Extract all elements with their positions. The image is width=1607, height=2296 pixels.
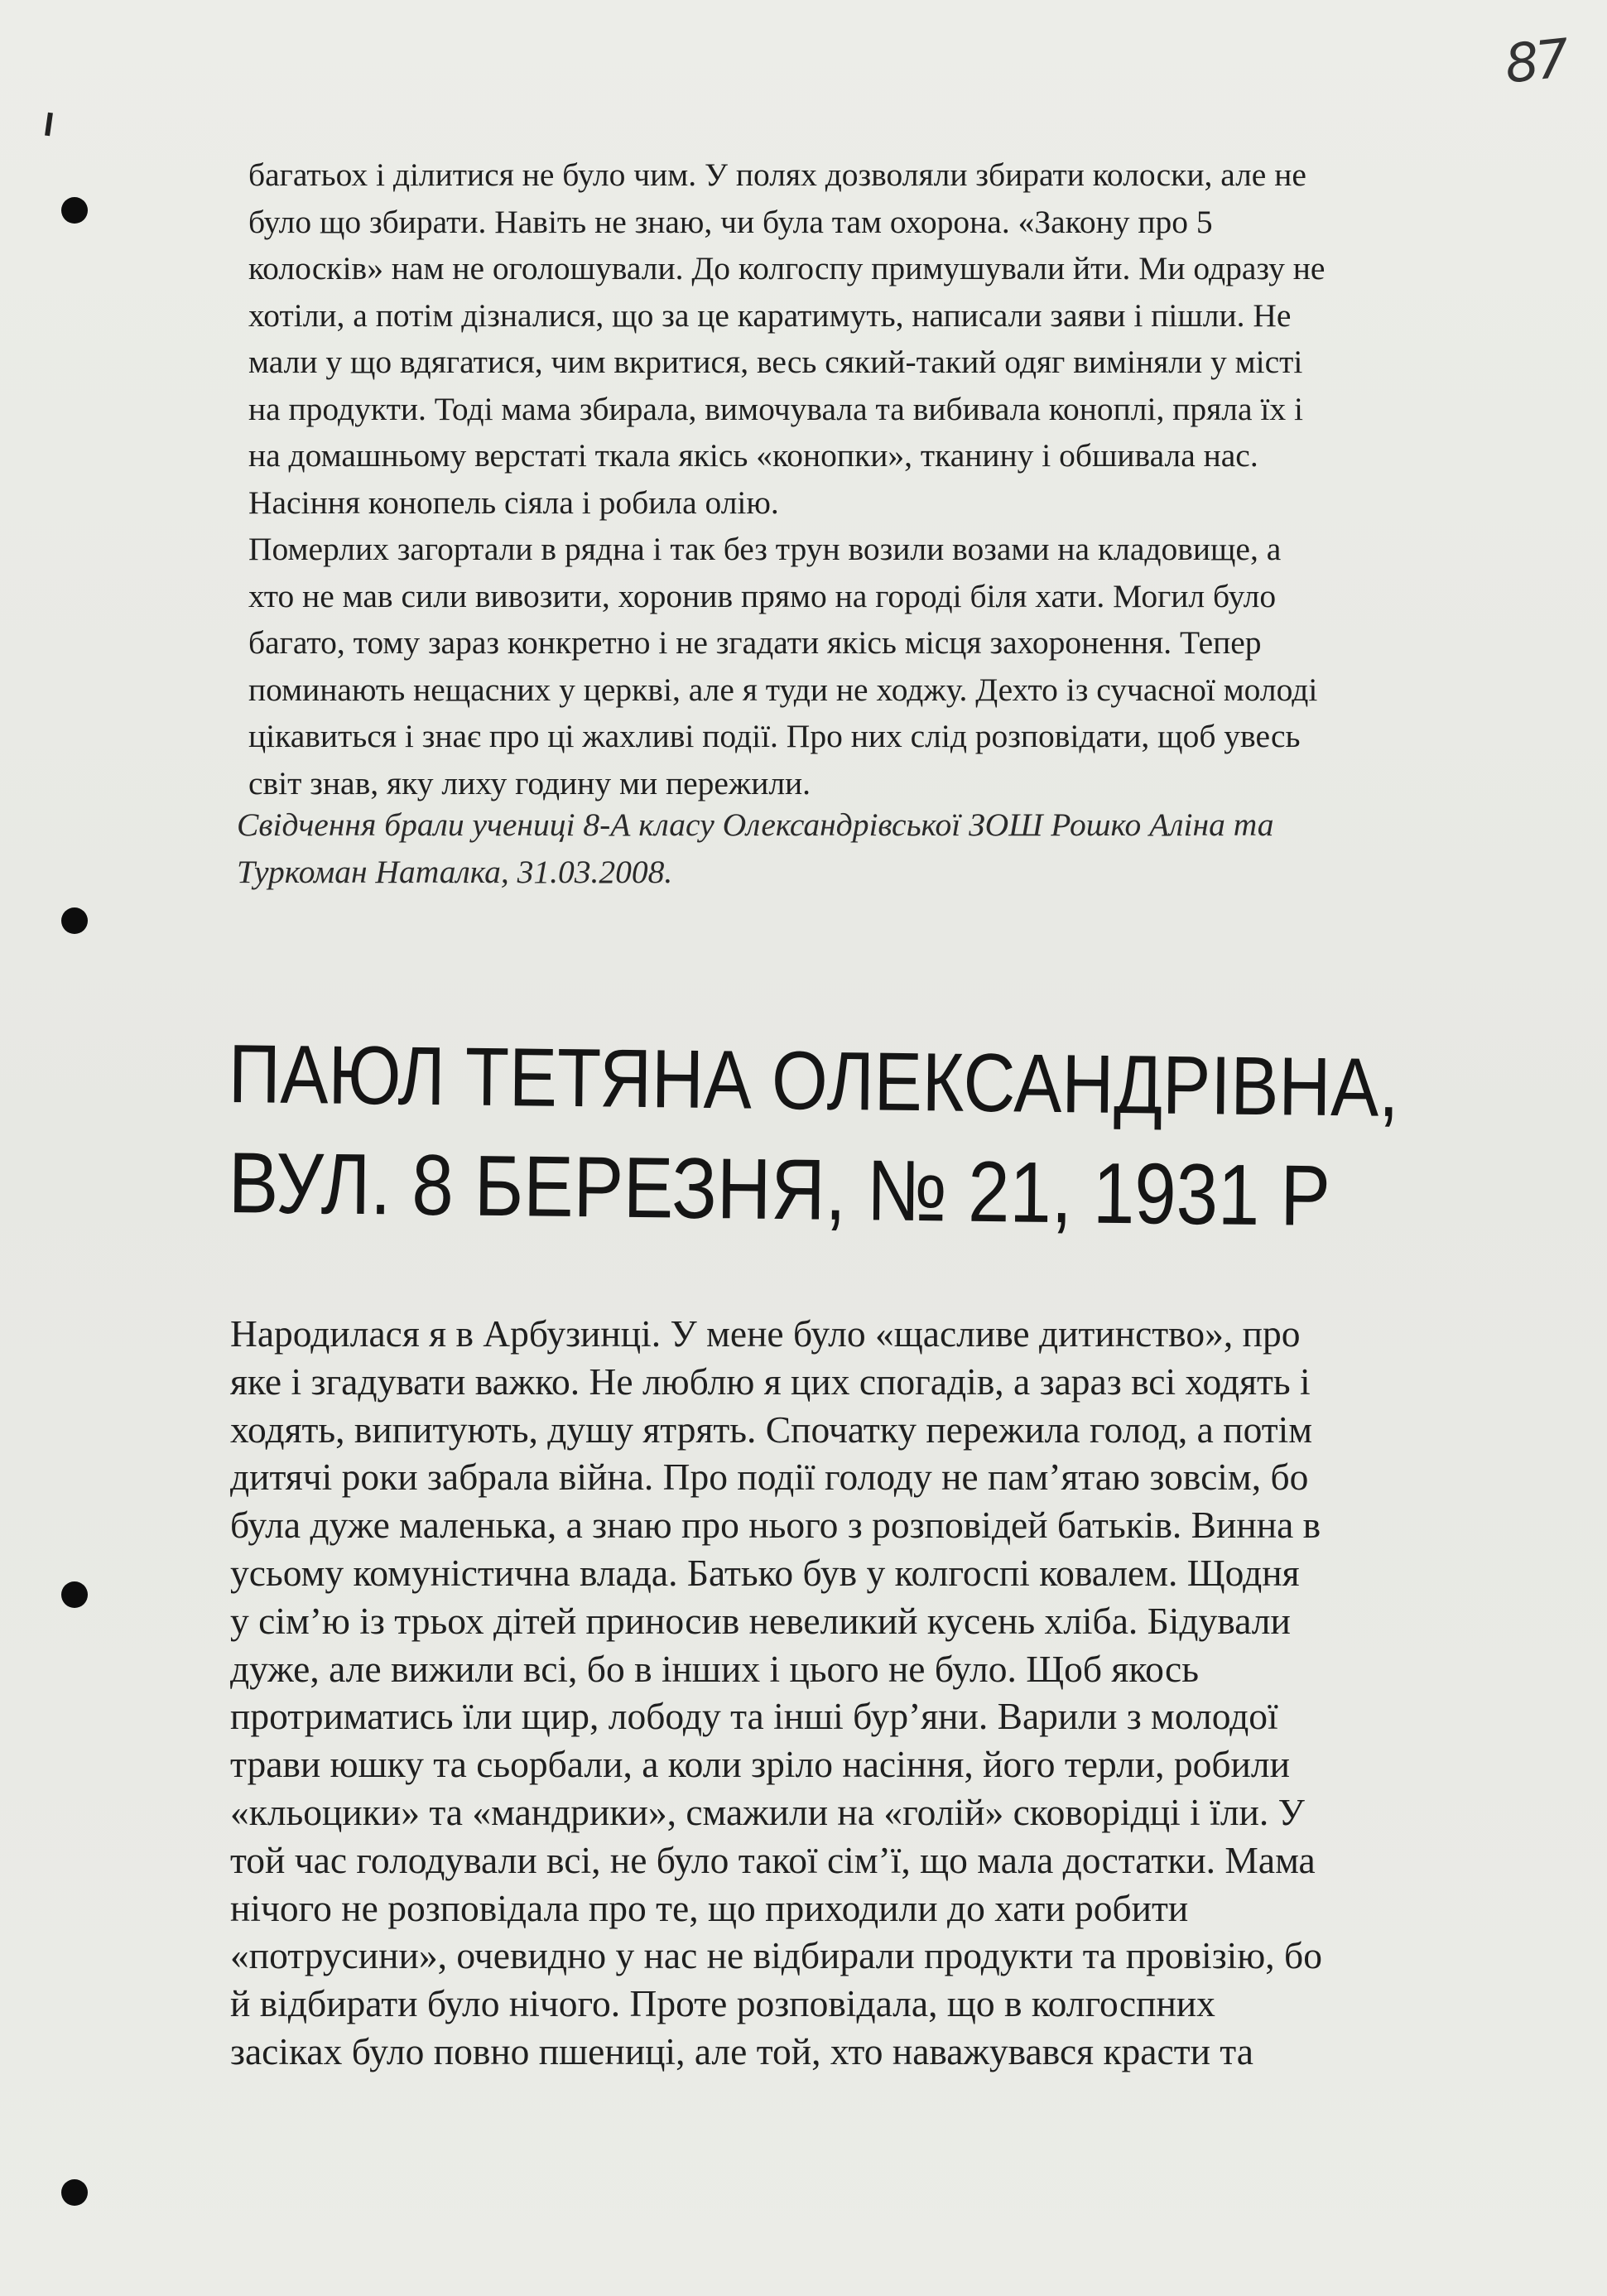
witness-address-heading: ВУЛ. 8 БЕРЕЗНЯ, № 21, 1931 Р <box>228 1135 1331 1245</box>
punch-hole <box>61 197 88 224</box>
page-number: 87 <box>1502 28 1570 96</box>
punch-hole <box>61 2179 88 2206</box>
testimony-continuation-text: багатьох і ділитися не було чим. У полях дозволяли збирати колоски, але не було що збирати. Навіть не знаю, чи була там охорона. «Закону про 5 колосків» нам не оголошували. До колгоспу примушували йти. Ми одразу не хотіли, а потім дізналися, що за це каратимуть, написали заяви і пішли. Не мали у що вдягатися, чим вкритися, весь сякий-такий одяг виміняли у місті на продукти. Тоді мама збирала, вимочувала та вибивала коноплі, пряла їх і на домашньому верстаті ткала якісь «конопки», тканину і обшивала нас. Насіння конопель сіяла і робила олію. Померлих загортали в рядна і так без трун возили возами на кладовище, а хто не мав сили вивозити, хоронив прямо на городі біля хати. Могил було багато, тому зараз конкретно і не згадати якісь місця захоронення. Тепер поминають нещасних у церкві, але я туди не ходжу. Дехто із сучасної молоді цікавиться і знає про ці жахливі події. Про них слід розповідати, щоб увесь світ знав, яку лиху годину ми пережили. <box>248 156 1326 801</box>
testimony-attribution: Свідчення брали учениці 8-А класу Олександрівської ЗОШ Рошко Аліна та Туркоман Наталка, 31.03.2008. <box>237 806 1274 890</box>
punch-hole <box>61 907 88 934</box>
testimony-body-text: Народилася я в Арбузинці. У мене було «щасливе дитинство», про яке і згадувати важко. Не люблю я цих спогадів, а зараз всі ходять і ходять, випитують, душу ятрять. Спочатку пережила голод, а потім дитячі роки забрала війна. Про події голоду не пам’ятаю зовсім, бо була дуже маленька, а знаю про нього з розповідей батьків. Винна в усьому комуністична влада. Батько був у колгоспі ковалем. Щодня у сім’ю із трьох дітей приносив невеликий кусень хліба. Бідували дуже, але вижили всі, бо в інших і цього не було. Щоб якось протриматись їли щир, лободу та інші бур’яни. Варили з молодої трави юшку та сьорбали, а коли зріло насіння, його терли, робили «кльоцики» та «мандрики», смажили на «голій» сковорідці і їли. У той час голодували всі, не було такої сім’ї, що мала достатки. Мама нічого не розповідала про те, що приходили до хати робити «потрусини», очевидно у нас не відбирали продукти та провізію, бо й відбирати було нічого. Проте розповідала, що в колгоспних засіках було повно пшениці, але той, хто наважувався красти та <box>230 1312 1322 2072</box>
punch-hole <box>61 1581 88 1608</box>
witness-name-heading: ПАЮЛ ТЕТЯНА ОЛЕКСАНДРІВНА, <box>228 1028 1399 1135</box>
margin-mark <box>45 113 53 137</box>
